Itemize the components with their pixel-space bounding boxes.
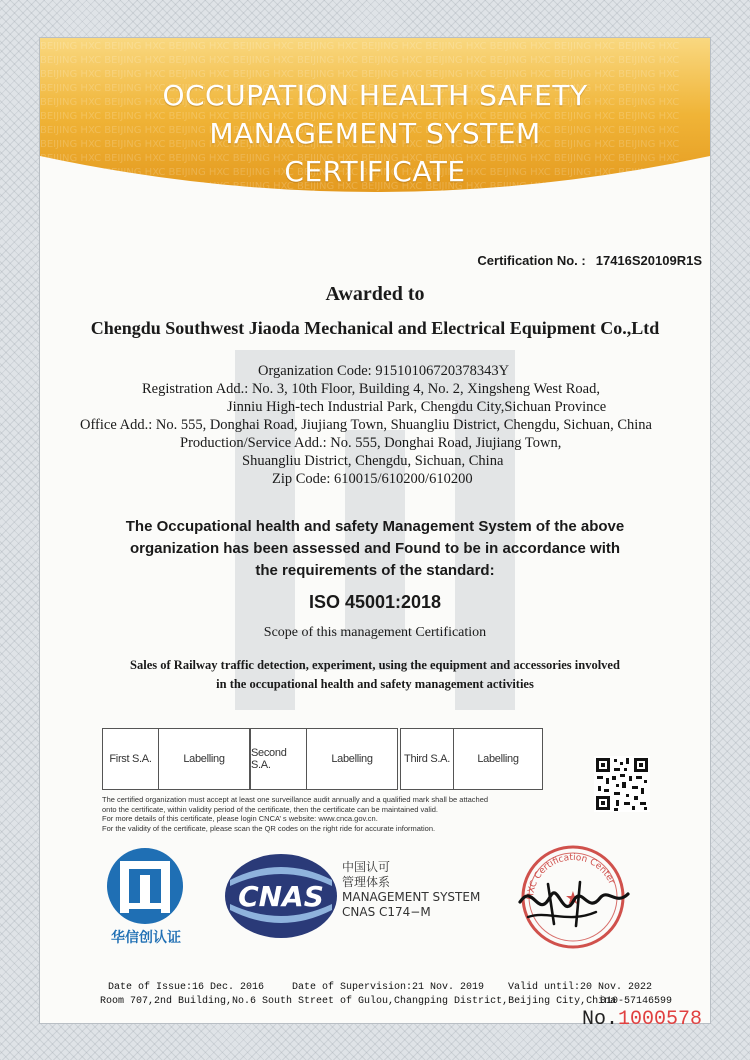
huaxin-label: 华信创认证 bbox=[111, 930, 181, 946]
fine-print-line: For more details of this certificate, please login CNCA’ s website: www.cnca.gov.cn. bbox=[102, 814, 378, 823]
first-sa-label: First S.A. bbox=[109, 753, 152, 765]
svg-text:★: ★ bbox=[564, 888, 582, 908]
fine-print-line: The certified organization must accept at least one surveillance audit annually and a qualified mark shall be attached bbox=[102, 795, 489, 804]
standard: ISO 45001:2018 bbox=[308, 592, 442, 612]
scope-line-2: in the occupational health and safety management activities bbox=[216, 677, 534, 691]
title-line-1: OCCUPATION HEALTH SAFETY bbox=[162, 79, 588, 112]
second-surveillance-box bbox=[250, 728, 398, 790]
second-sa-labelling: Labelling bbox=[306, 729, 397, 789]
date-of-issue: Date of Issue:16 Dec. 2016 bbox=[108, 982, 265, 993]
title-line-2: MANAGEMENT SYSTEM bbox=[209, 117, 541, 150]
scope-label: Scope of this management Certification bbox=[263, 625, 487, 640]
third-sa-labelling: Labelling bbox=[453, 729, 542, 789]
huaxin-logo bbox=[100, 845, 190, 927]
cnas-line: 中国认可 bbox=[342, 860, 391, 874]
address-block bbox=[40, 362, 710, 488]
certification-number bbox=[477, 253, 702, 268]
issuer-address: Room 707,2nd Building,No.6 South Street of Gulou,Changping District,Beijing City,China bbox=[100, 996, 617, 1007]
valid-until: Valid until:20 Nov. 2022 bbox=[508, 982, 653, 993]
title-line-3: CERTIFICATE bbox=[284, 155, 466, 188]
qr-code[interactable] bbox=[594, 756, 650, 812]
third-surveillance-box bbox=[400, 728, 543, 790]
office-address: Office Add.: No. 555, Donghai Road, Jiujiang Town, Shuangliu District, Chengdu, Sichuan, China bbox=[80, 417, 652, 433]
awarded-to: Awarded to bbox=[325, 283, 425, 305]
cnas-accreditation-text bbox=[342, 860, 480, 920]
issuer-phone: 010-57146599 bbox=[600, 996, 673, 1007]
registration-address-1: Registration Add.: No. 3, 10th Floor, Building 4, No. 2, Xingsheng West Road, bbox=[142, 381, 600, 397]
statement-line-3: the requirements of the standard: bbox=[255, 562, 495, 579]
zip-code: Zip Code: 610015/610200/610200 bbox=[272, 471, 473, 487]
date-of-supervision: Date of Supervision:21 Nov. 2019 bbox=[292, 982, 485, 993]
seal-text: HXC Certification Center bbox=[525, 852, 617, 901]
second-sa-label: Second S.A. bbox=[251, 747, 287, 771]
cnas-line: CNAS C174−M bbox=[342, 905, 431, 919]
serial-value: 1000578 bbox=[618, 1008, 703, 1031]
first-surveillance-box bbox=[102, 728, 250, 790]
certification-seal bbox=[508, 842, 638, 952]
serial-number bbox=[582, 1008, 702, 1031]
cnas-logo-text: CNAS bbox=[238, 880, 324, 913]
certification-no-value: 17416S20109R1S bbox=[595, 253, 702, 268]
organization-code: Organization Code: 91510106720378343Y bbox=[258, 363, 510, 379]
organization-name: Chengdu Southwest Jiaoda Mechanical and Electrical Equipment Co.,Ltd bbox=[90, 318, 660, 338]
serial-prefix: No. bbox=[582, 1008, 619, 1031]
first-sa-labelling: Labelling bbox=[158, 729, 249, 789]
scope-line-1: Sales of Railway traffic detection, experiment, using the equipment and accessories involved bbox=[130, 658, 620, 672]
production-address-2: Shuangliu District, Chengdu, Sichuan, China bbox=[242, 453, 504, 469]
fine-print bbox=[102, 795, 562, 833]
third-sa-label: Third S.A. bbox=[404, 753, 450, 765]
production-address-1: Production/Service Add.: No. 555, Donghai Road, Jiujiang Town, bbox=[180, 435, 562, 451]
certification-no-label: Certification No. : bbox=[477, 253, 586, 268]
registration-address-2: Jinniu High-tech Industrial Park, Chengdu City,Sichuan Province bbox=[227, 399, 607, 415]
cnas-line: MANAGEMENT SYSTEM bbox=[342, 890, 481, 904]
statement-line-1: The Occupational health and safety Management System of the above bbox=[125, 518, 625, 535]
cnas-line: 管理体系 bbox=[342, 875, 391, 889]
cnas-logo bbox=[222, 850, 340, 942]
fine-print-line: onto the certificate, within validity period of the certificate, then the certificate can be maintained valid. bbox=[102, 804, 439, 814]
fine-print-line: For the validity of the certificate, please scan the QR codes on the right ride for accurate information. bbox=[102, 823, 436, 833]
statement-line-2: organization has been assessed and Found to be in accordance with bbox=[129, 540, 621, 557]
